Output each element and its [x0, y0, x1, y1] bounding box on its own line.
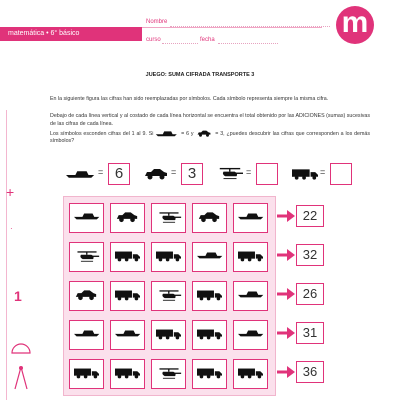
truck-icon [197, 289, 222, 301]
row-total-box: 31 [296, 322, 324, 344]
grid-cell [192, 359, 227, 389]
helicopter-icon [74, 250, 100, 263]
instructions-paragraph-2: Debajo de cada línea vertical y al costado de cada línea horizontal se encuentra el total obtenido por las ADICIONES (sumas) sucesivas de las cifras de cada línea. [50, 113, 370, 127]
car-icon [115, 211, 139, 223]
grid-cell [151, 281, 186, 311]
margin-number: 1 [14, 288, 22, 304]
helicopter-icon [156, 289, 182, 302]
truck-icon [197, 367, 222, 379]
date-field[interactable] [218, 43, 278, 44]
symbol-grid [63, 196, 276, 396]
truck-icon [156, 250, 181, 262]
truck-icon [197, 328, 222, 340]
grid-cell [110, 359, 145, 389]
equals-sign: = [320, 167, 326, 177]
protractor-icon [10, 335, 32, 355]
truck-icon [292, 168, 318, 180]
plus-icon: + [6, 184, 15, 200]
row-total-box: 26 [296, 283, 324, 305]
grid-cell [233, 320, 268, 350]
truck-icon [115, 289, 140, 301]
grid-cell [69, 320, 104, 350]
grid-cell [192, 281, 227, 311]
equals-sign: = [246, 167, 252, 177]
car-icon [143, 168, 169, 180]
boat-icon [115, 328, 142, 338]
car-icon [197, 211, 221, 223]
truck-icon [156, 328, 181, 340]
grid-cell [233, 203, 268, 233]
helicopter-value-box[interactable] [256, 163, 278, 185]
grid-cell [110, 242, 145, 272]
truck-icon [238, 367, 263, 379]
truck-icon [74, 367, 99, 379]
grid-cell [69, 359, 104, 389]
grid-cell [151, 203, 186, 233]
row-total-box: 32 [296, 244, 324, 266]
grid-cell [192, 203, 227, 233]
name-field[interactable] [170, 26, 330, 27]
brand-logo: m [336, 6, 374, 44]
arrow-right-icon [277, 366, 295, 378]
paragraph-3-eq2: = 3, [215, 130, 225, 137]
boat-icon [74, 211, 101, 221]
helicopter-icon [216, 167, 244, 180]
grid-cell [110, 281, 145, 311]
boat-icon [197, 250, 224, 260]
instructions-paragraph-1: En la siguiente figura las cifras han sido reemplazadas por símbolos. Cada símbolo representa siempre la misma cifra. [50, 96, 329, 102]
grid-cell [110, 320, 145, 350]
equals-sign: = [171, 167, 177, 177]
grid-cell [233, 242, 268, 272]
truck-icon [115, 250, 140, 262]
grid-cell [233, 281, 268, 311]
grid-cell [69, 203, 104, 233]
date-label: fecha [200, 37, 215, 43]
header-divider [142, 27, 322, 28]
car-icon [195, 130, 213, 137]
grid-cell [151, 320, 186, 350]
helicopter-icon [156, 211, 182, 224]
arrow-right-icon [277, 249, 295, 261]
margin-line [6, 110, 7, 400]
boat-value-box[interactable]: 6 [108, 163, 130, 185]
car-value-box[interactable]: 3 [181, 163, 203, 185]
car-icon [74, 289, 98, 301]
paragraph-3-end: ¿puedes descubrir las cifras que corresponden a los demás símbolos? [50, 130, 370, 145]
subject-banner: matemática • 6° básico [0, 27, 142, 41]
helicopter-icon [156, 367, 182, 380]
truck-value-box[interactable] [330, 163, 352, 185]
sparkle-icon: · [10, 224, 13, 233]
boat-icon [238, 328, 265, 338]
arrow-right-icon [277, 210, 295, 222]
page-header [0, 0, 400, 48]
row-total-box: 36 [296, 361, 324, 383]
grid-cell [192, 320, 227, 350]
row-total-box: 22 [296, 205, 324, 227]
course-field[interactable] [162, 43, 198, 44]
paragraph-3-start: Los símbolos esconden cifras del 1 al 9. Si [50, 130, 154, 137]
boat-icon [238, 211, 265, 221]
truck-icon [115, 367, 140, 379]
grid-cell [151, 359, 186, 389]
truck-icon [238, 250, 263, 262]
grid-cell [69, 242, 104, 272]
compass-icon [12, 365, 30, 391]
grid-cell [151, 242, 186, 272]
boat-icon [74, 328, 101, 338]
grid-cell [69, 281, 104, 311]
arrow-right-icon [277, 327, 295, 339]
name-label: Nombre [146, 19, 168, 25]
course-label: curso [146, 37, 161, 43]
instructions-paragraph-3 [50, 130, 370, 146]
equals-sign: = [98, 167, 104, 177]
arrow-right-icon [277, 288, 295, 300]
paragraph-3-eq1: = 6 y [181, 130, 194, 137]
boat-icon [155, 130, 179, 137]
boat-icon [238, 289, 265, 299]
boat-icon [66, 169, 96, 179]
game-title: JUEGO: SUMA CIFRADA TRANSPORTE 3 [145, 72, 255, 78]
grid-cell [110, 203, 145, 233]
grid-cell [192, 242, 227, 272]
grid-cell [233, 359, 268, 389]
